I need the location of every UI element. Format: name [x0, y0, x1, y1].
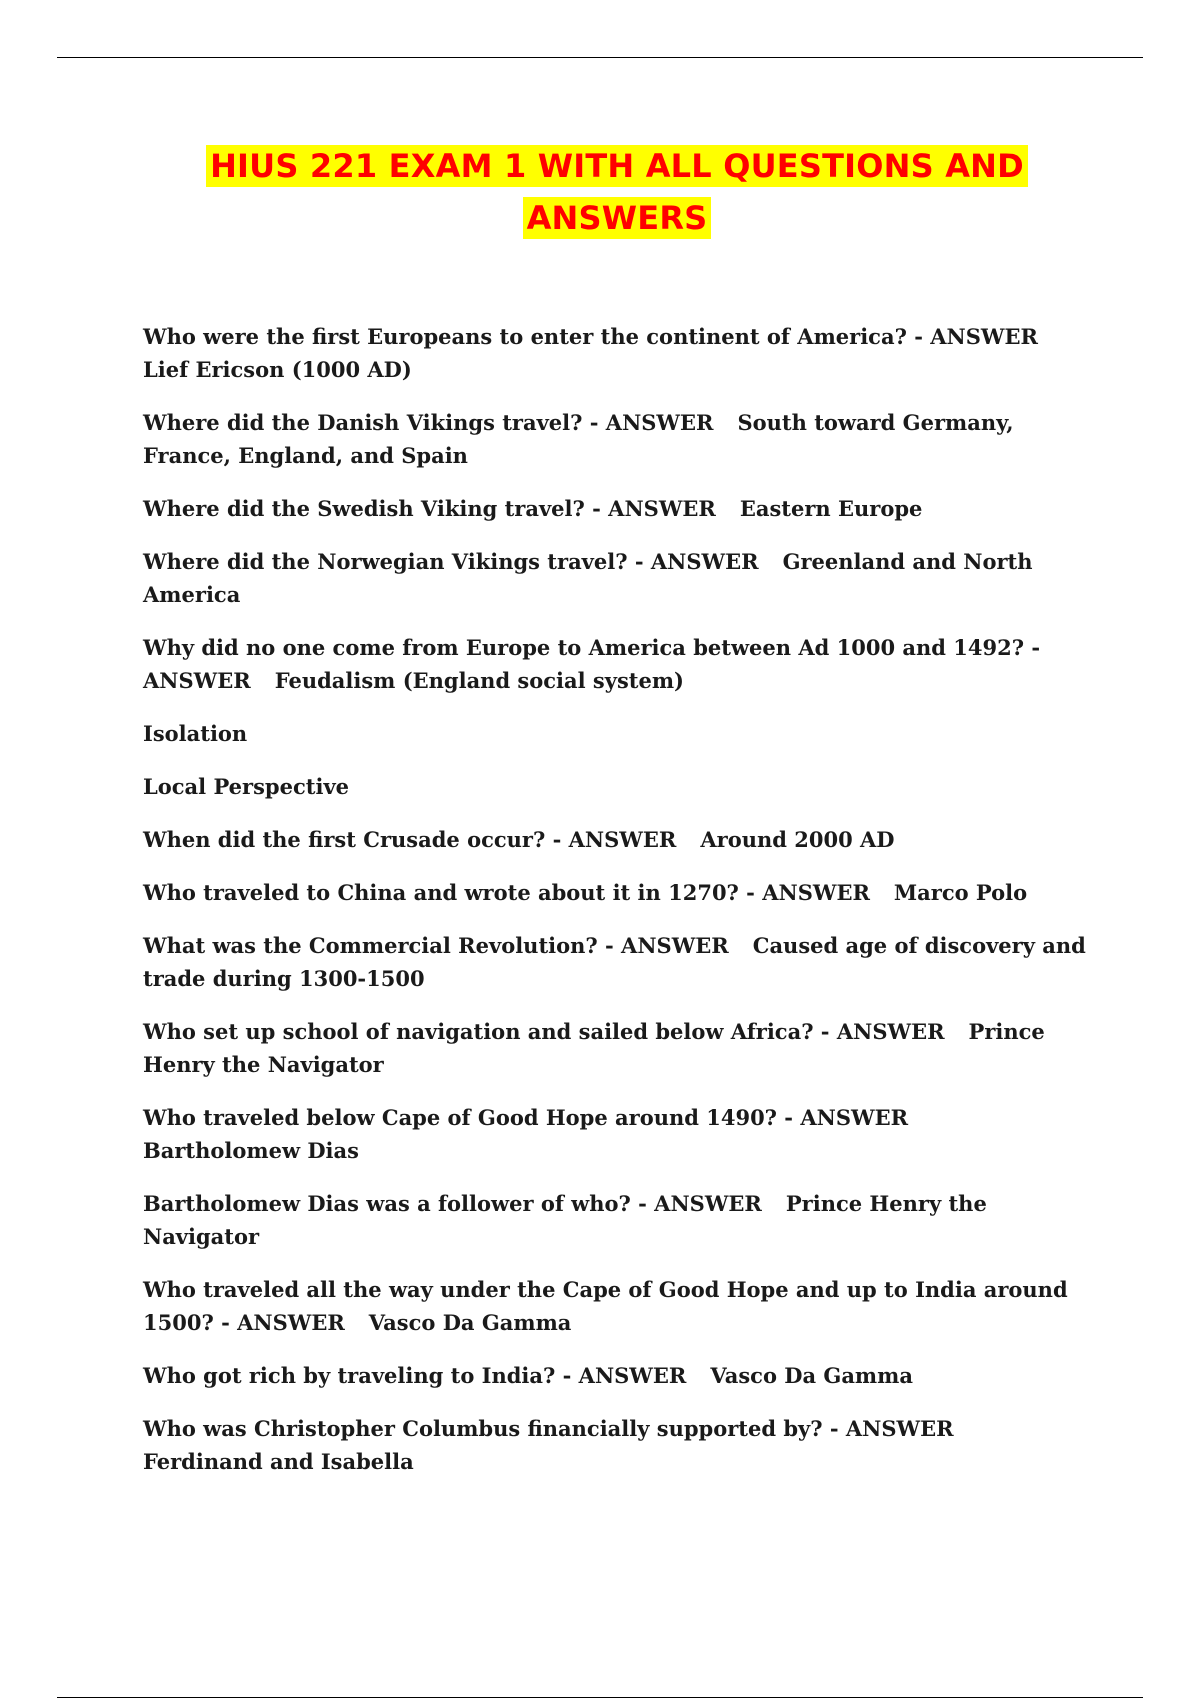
- question-text: Why did no one come from Europe to America between Ad 1000 and 1492? - ANSWER: [143, 635, 1041, 693]
- qa-item: [143, 1273, 1088, 1339]
- answer-text: Bartholomew Dias: [143, 1138, 359, 1163]
- question-text: Who set up school of navigation and sailed below Africa? - ANSWER: [143, 1019, 945, 1044]
- qa-item: [143, 631, 1088, 697]
- question-text: Who were the first Europeans to enter the continent of America? - ANSWER: [143, 324, 1038, 349]
- qa-item: [143, 717, 1088, 750]
- question-text: Who was Christopher Columbus financially supported by? - ANSWER: [143, 1416, 954, 1441]
- qa-item: [143, 406, 1088, 472]
- answer-text: Marco Polo: [893, 880, 1028, 905]
- answer-text: Vasco Da Gamma: [368, 1310, 572, 1335]
- answer-text: Eastern Europe: [739, 496, 923, 521]
- answer-text: Isolation: [143, 721, 248, 746]
- qa-item: [143, 1187, 1088, 1253]
- answer-text: Prince Henry the Navigator: [143, 1019, 1045, 1077]
- question-text: When did the first Crusade occur? - ANSWER: [143, 827, 677, 852]
- qa-item: [143, 545, 1088, 611]
- qa-list: [143, 320, 1088, 1498]
- question-text: What was the Commercial Revolution? - ANSWER: [143, 933, 729, 958]
- qa-item: [143, 1101, 1088, 1167]
- qa-item: [143, 1359, 1088, 1392]
- answer-text: Feudalism (England social system): [274, 668, 684, 693]
- qa-item: [143, 929, 1088, 995]
- title-line-1: HIUS 221 EXAM 1 WITH ALL QUESTIONS AND: [206, 145, 1028, 187]
- question-text: Who traveled below Cape of Good Hope around 1490? - ANSWER: [143, 1105, 909, 1130]
- answer-text: Lief Ericson (1000 AD): [143, 357, 412, 382]
- answer-text: Prince Henry the Navigator: [143, 1191, 987, 1249]
- question-text: Where did the Swedish Viking travel? - ANSWER: [143, 496, 716, 521]
- question-text: Who traveled to China and wrote about it in 1270? - ANSWER: [143, 880, 870, 905]
- answer-text: Ferdinand and Isabella: [143, 1449, 414, 1474]
- answer-text: South toward Germany, France, England, and Spain: [143, 410, 1014, 468]
- answer-text: Greenland and North America: [143, 549, 1033, 607]
- question-text: Who traveled all the way under the Cape of Good Hope and up to India around 1500? - ANSWER: [143, 1277, 1068, 1335]
- question-text: Where did the Danish Vikings travel? - ANSWER: [143, 410, 714, 435]
- answer-text: Local Perspective: [143, 774, 350, 799]
- qa-item: [143, 320, 1088, 386]
- question-text: Who got rich by traveling to India? - ANSWER: [143, 1363, 687, 1388]
- footer-rule: [57, 1697, 1143, 1698]
- qa-item: [143, 1015, 1088, 1081]
- answer-text: Around 2000 AD: [700, 827, 895, 852]
- question-text: Bartholomew Dias was a follower of who? - ANSWER: [143, 1191, 762, 1216]
- qa-item: [143, 770, 1088, 803]
- title-line-2: ANSWERS: [523, 197, 712, 239]
- answer-text: Caused age of discovery and trade during 1300-1500: [143, 933, 1086, 991]
- qa-item: [143, 492, 1088, 525]
- answer-text: Vasco Da Gamma: [710, 1363, 913, 1388]
- document-title: [150, 140, 1084, 244]
- qa-item: [143, 1412, 1088, 1478]
- question-text: Where did the Norwegian Vikings travel? - ANSWER: [143, 549, 759, 574]
- qa-item: [143, 876, 1088, 909]
- header-rule: [57, 57, 1143, 58]
- qa-item: [143, 823, 1088, 856]
